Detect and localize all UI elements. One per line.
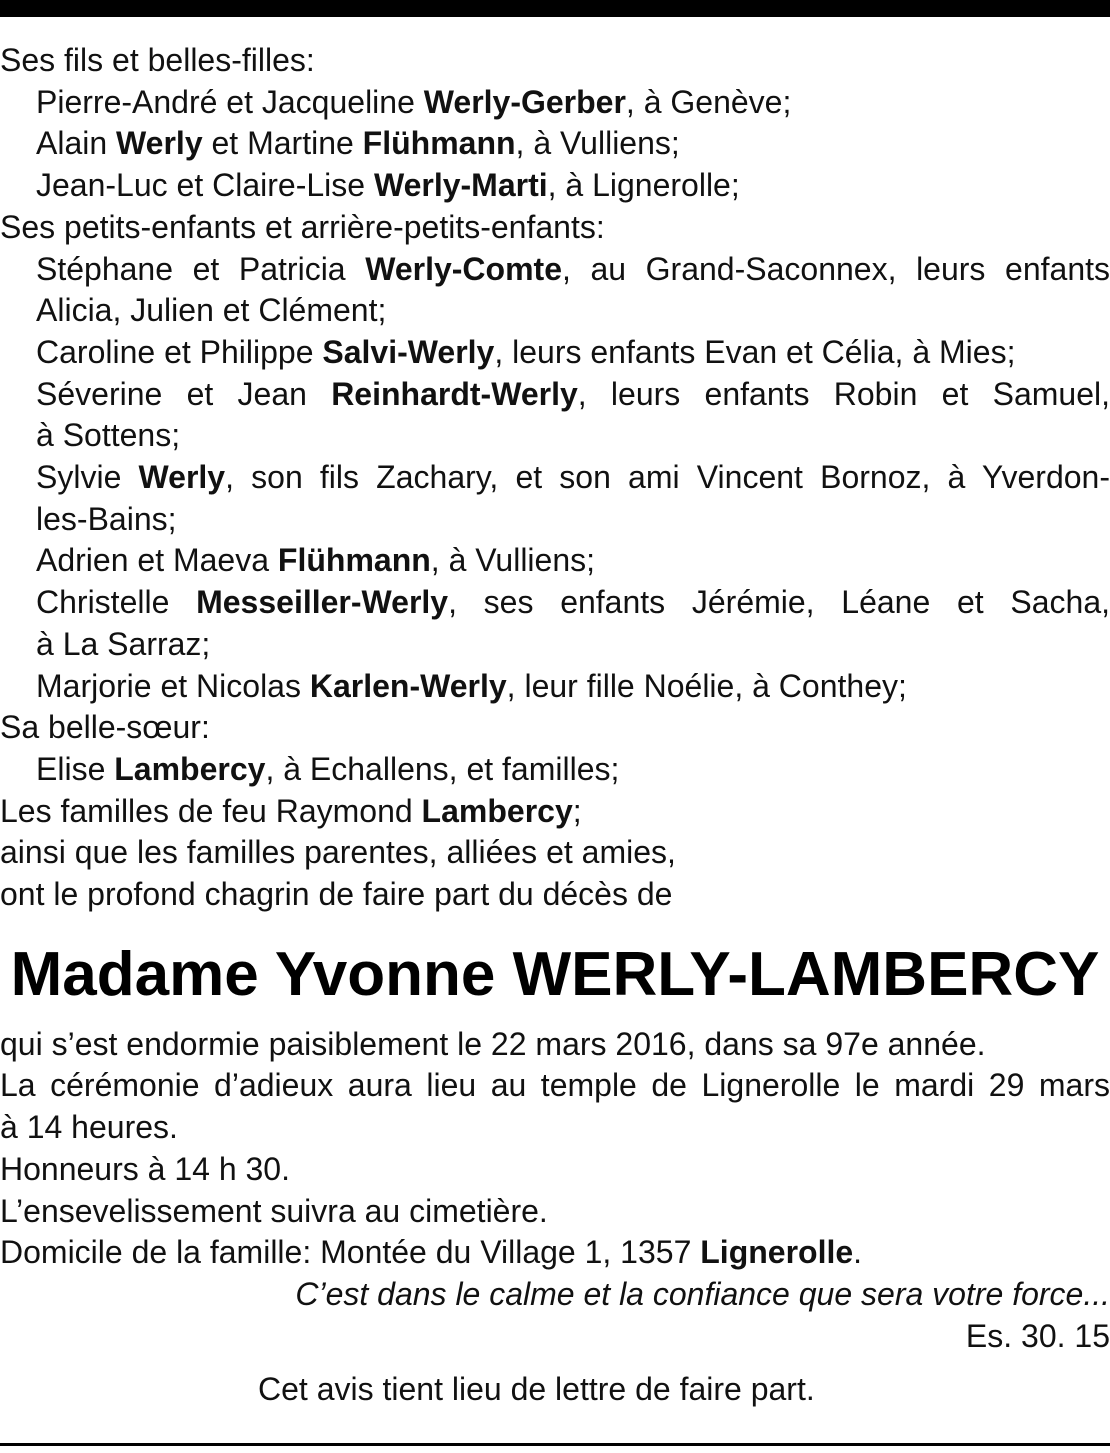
entry-text: Stéphane et Patricia	[36, 250, 366, 287]
surname: Salvi-Werly	[322, 333, 495, 370]
family-entry	[0, 749, 1110, 791]
entry-text: à Sottens;	[36, 417, 181, 454]
surname: Werly	[116, 125, 203, 162]
entry-text: , à Genève;	[625, 83, 792, 120]
entry-text: Alicia, Julien et Clément;	[36, 292, 387, 329]
detail-text: Domicile de la famille: Montée du Village 1, 1357	[0, 1234, 701, 1271]
family-entry	[0, 540, 1110, 582]
surname: Werly-Comte	[365, 250, 562, 287]
bottom-rule	[0, 1443, 1110, 1446]
surname: Lambercy	[114, 750, 266, 787]
family-entry	[0, 82, 1110, 124]
entry-text: Séverine et Jean	[36, 375, 332, 412]
entry-text: Pierre-André et Jacqueline	[36, 83, 424, 120]
entry-text: Elise	[36, 750, 115, 787]
surname: Flühmann	[277, 542, 431, 579]
entry-text: , son fils Zachary, et son ami Vincent Bornoz, à Yverdon-	[225, 459, 1110, 496]
section-heading-text: Ses fils et belles-filles:	[0, 42, 315, 78]
entry-text: Les familles de feu Raymond	[0, 792, 422, 829]
family-entry	[0, 791, 1110, 833]
detail-text: qui s’est endormie paisiblement le 22 mars 2016, dans sa 97e année.	[0, 1025, 986, 1062]
family-entry	[0, 249, 1110, 291]
family-entry-continuation	[0, 624, 1110, 666]
entry-text: Christelle	[36, 584, 197, 621]
detail-text: L’ensevelissement suivra au cimetière.	[0, 1192, 548, 1229]
detail-line	[0, 1191, 1110, 1233]
entry-text: ;	[572, 792, 582, 829]
family-entry	[0, 582, 1110, 624]
family-entry	[0, 165, 1110, 207]
closing-statement: Cet avis tient lieu de lettre de faire part.	[258, 1371, 815, 1408]
closing-line	[0, 874, 1110, 916]
surname: Werly-Marti	[373, 167, 548, 204]
entry-text: ont le profond chagrin de faire part du décès de	[0, 876, 673, 913]
entry-text: Jean-Luc et Claire-Lise	[36, 167, 374, 204]
surname: Reinhardt-Werly	[331, 375, 578, 412]
closing-line	[0, 832, 1110, 874]
detail-line	[0, 1065, 1110, 1107]
family-entry-continuation	[0, 290, 1110, 332]
family-entry	[0, 123, 1110, 165]
entry-text: Adrien et Maeva	[36, 542, 278, 579]
family-entry-continuation	[0, 415, 1110, 457]
obituary-notice	[0, 40, 1110, 1411]
entry-text: , leur fille Noélie, à Conthey;	[506, 667, 907, 704]
detail-line	[0, 1149, 1110, 1191]
surname: Werly-Gerber	[423, 83, 626, 120]
entry-text: Alain	[36, 125, 117, 162]
detail-text: .	[853, 1234, 863, 1271]
surname: Messeiller-Werly	[196, 584, 449, 621]
section-heading-text: Ses petits-enfants et arrière-petits-enfants:	[0, 208, 605, 245]
surname: Flühmann	[362, 125, 516, 162]
entry-text: Marjorie et Nicolas	[36, 667, 310, 704]
top-rule	[0, 0, 1110, 17]
family-entry	[0, 457, 1110, 499]
detail-text: à 14 heures.	[0, 1109, 178, 1146]
entry-text: Caroline et Philippe	[36, 333, 323, 370]
entry-text: , à Vulliens;	[430, 542, 596, 579]
entry-text: les-Bains;	[36, 500, 177, 537]
surname: Lambercy	[421, 792, 573, 829]
surname: Werly	[138, 459, 226, 496]
detail-line	[0, 1024, 1110, 1066]
detail-text: La cérémonie d’adieux aura lieu au temple de Lignerolle le mardi 29 mars	[0, 1067, 1110, 1104]
place-name: Lignerolle	[700, 1234, 854, 1271]
family-entry	[0, 666, 1110, 708]
surname: Karlen-Werly	[309, 667, 507, 704]
bible-reference: Es. 30. 15	[965, 1317, 1110, 1354]
entry-text: et Martine	[202, 125, 363, 162]
detail-line	[0, 1107, 1110, 1149]
section-heading	[0, 207, 1110, 249]
entry-text: , à Echallens, et familles;	[265, 750, 620, 787]
section-heading-text: Sa belle-sœur:	[0, 709, 210, 746]
family-entry-continuation	[0, 499, 1110, 541]
family-entry	[0, 332, 1110, 374]
bible-quote: C’est dans le calme et la confiance que sera votre force...	[295, 1275, 1110, 1312]
section-heading	[0, 40, 1110, 82]
entry-text: , leurs enfants Evan et Célia, à Mies;	[494, 333, 1016, 370]
entry-text: , à Vulliens;	[515, 125, 680, 162]
entry-text: à La Sarraz;	[36, 625, 211, 662]
detail-text: Honneurs à 14 h 30.	[0, 1150, 290, 1187]
family-entry	[0, 374, 1110, 416]
entry-text: , ses enfants Jérémie, Léane et Sacha,	[448, 584, 1110, 621]
entry-text: ainsi que les familles parentes, alliées et amies,	[0, 834, 676, 871]
entry-text: , au Grand-Saconnex, leurs enfants	[561, 250, 1110, 287]
section-heading	[0, 707, 1110, 749]
entry-text: , leurs enfants Robin et Samuel,	[577, 375, 1110, 412]
deceased-name: Madame Yvonne WERLY-LAMBERCY	[10, 939, 1100, 1009]
detail-line	[0, 1232, 1110, 1274]
entry-text: , à Lignerolle;	[547, 167, 740, 204]
entry-text: Sylvie	[36, 459, 139, 496]
